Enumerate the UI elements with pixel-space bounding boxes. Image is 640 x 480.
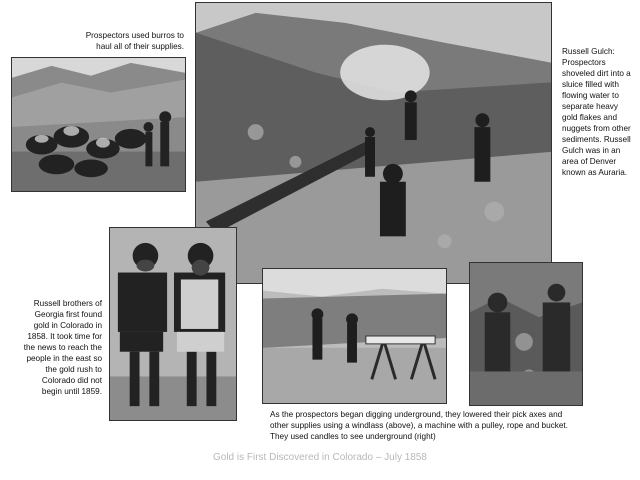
underground-caption: As the prospectors began digging underground, they lowered their pick axes and other supplies using a windlass (above), a machine with a pulley, rope and bucket. They used candles to see underground (right) — [270, 410, 568, 441]
slide-title: Gold is First Discovered in Colorado – July 1858 — [213, 452, 427, 463]
russell-gulch-photo — [195, 2, 552, 284]
burros-caption: Prospectors used burros to haul all of their supplies. — [85, 31, 184, 51]
underground-candles-photo — [469, 262, 583, 406]
russell-brothers-caption: Russell brothers of Georgia first found gold in Colorado in 1858. It took time for the news to reach the people in the east so the gold rush to Colorado did not begin until 1859. — [23, 299, 102, 396]
windlass-photo — [262, 268, 447, 404]
burros-photo — [11, 57, 186, 192]
russell-gulch-caption: Russell Gulch: Prospectors shoveled dirt into a sluice filled with flowing water to separate heavy gold flakes and nuggets from other sediments. Russell Gulch was in an area of Denver known as Auraria. — [562, 47, 631, 177]
russell-brothers-photo — [109, 227, 237, 421]
